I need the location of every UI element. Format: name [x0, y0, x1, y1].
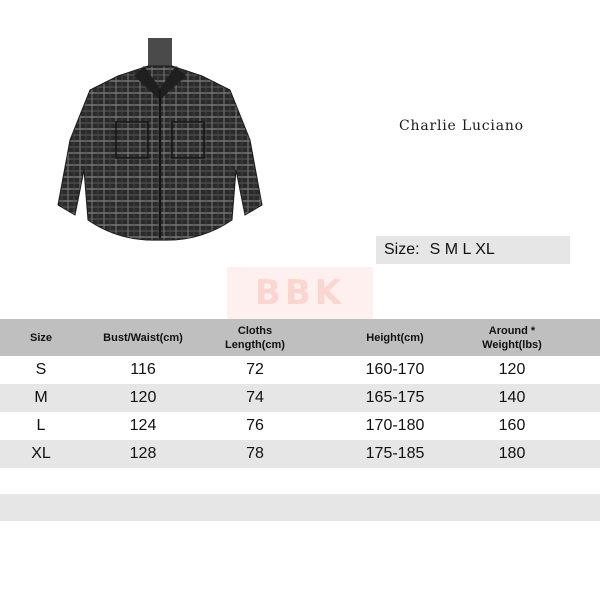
table-row: [0, 412, 600, 440]
size-label: Size:: [384, 241, 420, 258]
header-bust-waist: Bust/Waist(cm): [103, 331, 183, 344]
cell-bust-waist: 120: [129, 389, 157, 406]
cell-cloths-length: 72: [246, 361, 264, 378]
header-size: Size: [29, 331, 52, 344]
cell-bust-waist: 124: [129, 417, 157, 434]
table-row: [0, 356, 600, 384]
table-row: [0, 440, 600, 468]
cell-height: 170-180: [365, 417, 425, 434]
cell-cloths-length: 76: [246, 417, 264, 434]
header-cloths-length: Cloths Length(cm): [225, 324, 285, 351]
cell-weight: 140: [498, 389, 526, 406]
cell-weight: 180: [498, 445, 526, 462]
brand-name: Charlie Luciano: [399, 118, 524, 134]
cell-cloths-length: 78: [246, 445, 264, 462]
product-image: [40, 30, 280, 245]
cell-size: XL: [31, 445, 51, 462]
watermark-text: BBK: [254, 273, 346, 313]
jacket-illustration: [40, 30, 280, 245]
cell-bust-waist: 116: [130, 361, 156, 378]
footer-bar: [0, 494, 600, 521]
cell-height: 165-175: [365, 389, 425, 406]
table-header-row: [0, 319, 600, 356]
size-values: S M L XL: [429, 241, 495, 258]
header-weight: Around * Weight(lbs): [482, 324, 542, 351]
cell-size: L: [36, 417, 46, 434]
cell-cloths-length: 74: [246, 389, 264, 406]
cell-weight: 160: [498, 417, 526, 434]
header-height: Height(cm): [366, 331, 424, 344]
cell-size: S: [35, 361, 47, 378]
size-chart-table: [0, 319, 600, 468]
cell-height: 160-170: [365, 361, 425, 378]
size-availability: [376, 236, 570, 264]
table-row: [0, 384, 600, 412]
watermark: [227, 267, 373, 319]
cell-height: 175-185: [365, 445, 425, 462]
cell-size: M: [34, 389, 48, 406]
cell-bust-waist: 128: [129, 445, 157, 462]
cell-weight: 120: [498, 361, 526, 378]
